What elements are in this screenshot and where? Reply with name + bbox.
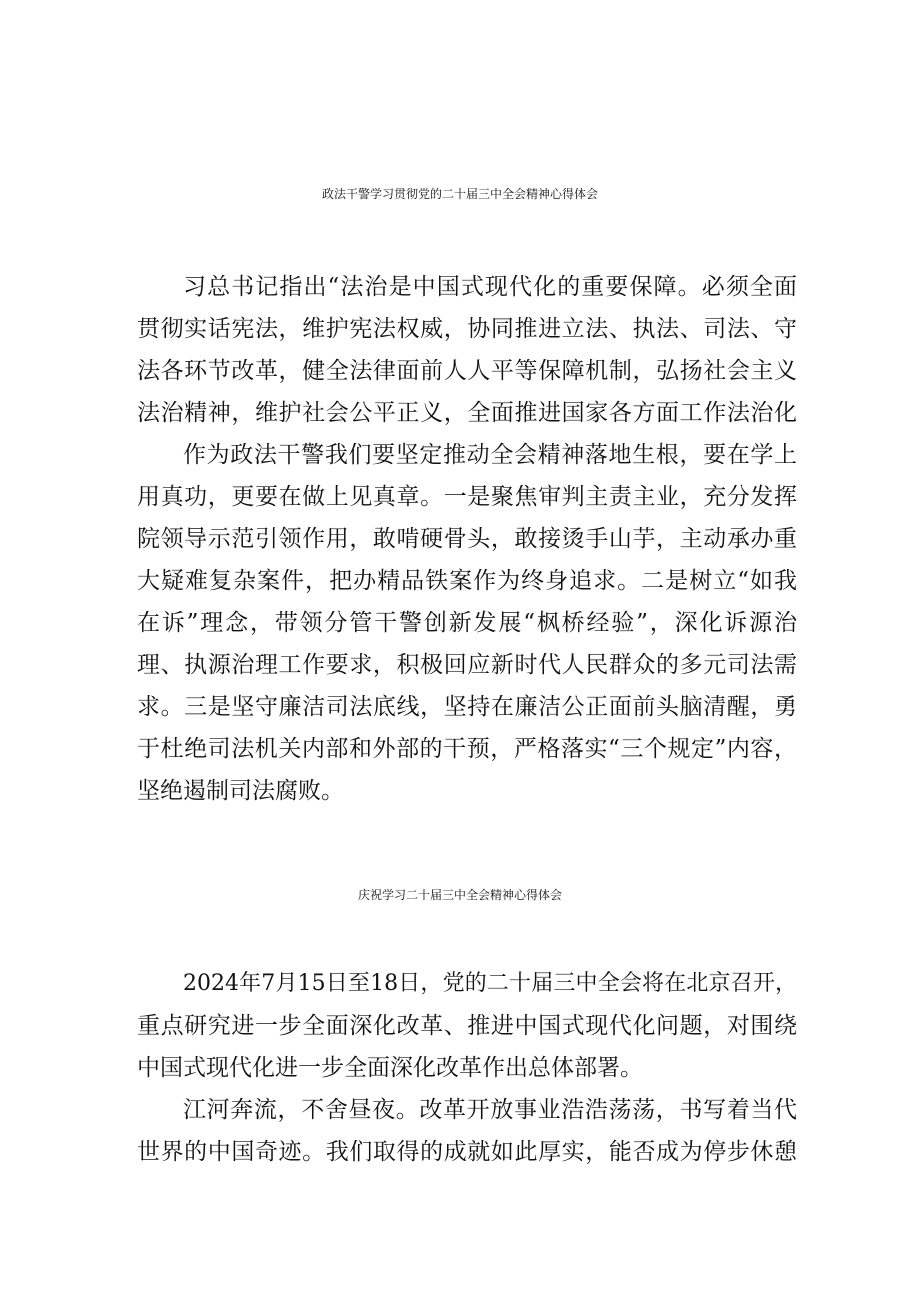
paragraph-line: 法治精神，维护社会公平正义，全面推进国家各方面工作法治化 — [137, 400, 797, 426]
article-2-body — [137, 963, 797, 1173]
paragraph-line: 求。三是坚守廉洁司法底线，坚持在廉洁公正面前头脑清醒，勇 — [137, 694, 797, 720]
paragraph-line: 2024年7月15日至18日，党的二十届三中全会将在北京召开， — [183, 971, 797, 996]
article-1-body — [137, 266, 797, 812]
paragraph-line: 贯彻实话宪法，维护宪法权威，协同推进立法、执法、司法、守 — [137, 316, 797, 342]
paragraph-line: 理、执源治理工作要求，积极回应新时代人民群众的多元司法需 — [137, 652, 797, 678]
paragraph-line: 在诉”理念，带领分管干警创新发展“枫桥经验”，深化诉源治 — [137, 610, 797, 636]
paragraph-line: 法各环节改革，健全法律面前人人平等保障机制，弘扬社会主义 — [137, 358, 797, 384]
paragraph-line: 院领导示范引领作用，敢啃硬骨头，敢接烫手山芋，主动承办重 — [137, 526, 797, 552]
paragraph-line: 作为政法干警我们要坚定推动全会精神落地生根，要在学上 — [183, 442, 797, 468]
paragraph-line: 坚绝遏制司法腐败。 — [137, 778, 344, 804]
article-1-title: 政法干警学习贯彻党的二十届三中全会精神心得体会 — [321, 187, 598, 201]
paragraph-line: 用真功，更要在做上见真章。一是聚焦审判主责主业，充分发挥 — [137, 484, 797, 510]
article-2-title: 庆祝学习二十届三中全会精神心得体会 — [357, 888, 562, 902]
paragraph-line: 于杜绝司法机关内部和外部的干预，严格落实“三个规定”内容， — [137, 736, 797, 762]
paragraph-line: 大疑难复杂案件，把办精品铁案作为终身追求。二是树立“如我 — [137, 568, 797, 594]
paragraph-line: 习总书记指出“法治是中国式现代化的重要保障。必须全面 — [183, 274, 797, 300]
paragraph-line: 重点研究进一步全面深化改革、推进中国式现代化问题，对围绕 — [137, 1013, 797, 1039]
paragraph-line: 世界的中国奇迹。我们取得的成就如此厚实，能否成为停步休憩 — [137, 1139, 797, 1165]
paragraph-line: 江河奔流，不舍昼夜。改革开放事业浩浩荡荡，书写着当代 — [183, 1097, 797, 1123]
paragraph-line: 中国式现代化进一步全面深化改革作出总体部署。 — [137, 1055, 643, 1081]
